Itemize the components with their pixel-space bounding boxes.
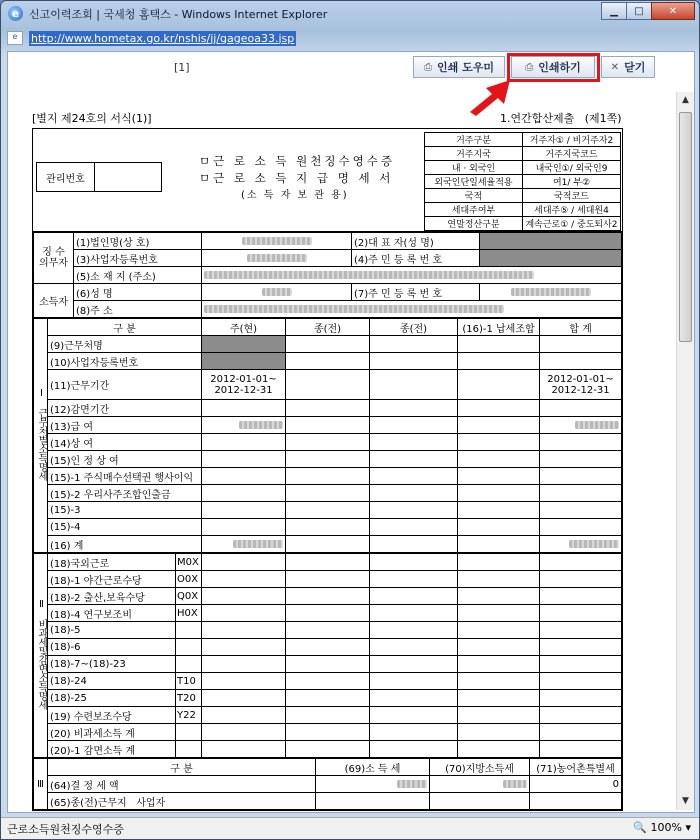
nontax-code <box>176 656 202 673</box>
info-cell: 연말정산구분 <box>425 217 523 231</box>
vertical-scrollbar[interactable] <box>676 92 694 810</box>
form-titles: ㅁ근 로 소 득 원천징수영수증 ㅁ근 로 소 득 지 급 명 세 서 (소 득 자 보 관 용) <box>199 154 395 201</box>
zoom-level[interactable]: 🔍 100% ▾ <box>633 821 691 834</box>
nontax-row-label: (18)-6 <box>48 639 176 656</box>
info-cell: 거주구분 <box>425 133 523 147</box>
nontax-code: O0X <box>176 571 202 588</box>
document-area <box>8 88 678 813</box>
residency-info <box>424 132 621 231</box>
nontax-code <box>176 724 202 741</box>
minimize-button[interactable]: ▁ <box>601 2 627 20</box>
nontax-code <box>176 639 202 656</box>
info-cell: 외국인단일세율적용 <box>425 175 523 189</box>
nontax-row-label: (18)-24 <box>48 673 176 690</box>
ie-icon: e <box>8 6 23 21</box>
nontax-code: Q0X <box>176 588 202 605</box>
info-cell: 내 · 외국인 <box>425 161 523 175</box>
info-cell: 거주지국 <box>425 147 523 161</box>
nontax-row-label: (18)-4 연구보조비 <box>48 605 176 622</box>
info-cell: 내국인①/ 외국인9 <box>523 161 621 175</box>
print-toolbar <box>8 52 695 88</box>
window-controls <box>601 2 695 20</box>
printer-icon: ⎙ <box>525 61 534 73</box>
page-number: [1] <box>174 61 190 74</box>
section-2-label: Ⅱ 비과세및감면소득명세 <box>36 599 47 709</box>
section-3-label: Ⅲ <box>34 759 48 810</box>
nontax-code: H0X <box>176 605 202 622</box>
status-bar <box>1 817 699 839</box>
nontax-code <box>176 741 202 758</box>
print-help-button[interactable]: ⎙ 인쇄 도우미 <box>413 56 505 78</box>
nontax-code <box>176 622 202 639</box>
scroll-thumb[interactable] <box>679 112 692 342</box>
nontax-code: Y22 <box>176 707 202 724</box>
info-cell: 여1/ 부② <box>523 175 621 189</box>
nontaxable-table <box>33 553 622 758</box>
maximize-button[interactable]: □ <box>626 2 652 20</box>
nontax-row-label: (20) 비과세소득 계 <box>48 724 176 741</box>
scroll-down-icon[interactable]: ▼ <box>682 796 689 806</box>
income-table: Ⅰ 근무처별소득명세 구 분 주(현) 종(전) 종(전) (16)-1 납세조합 합 계 (9)근무처명 (10)사업자등록번호 (11)근무기간 2012-01-01~ 2012-12-31 2012-01-01~ 2012-12-31 (12)감면기간 (13)급 여 (14)상 여 (15)인 정 상 여 (15)-1 주식매수선택권 행사이익 (15)-2 우리사주조합인출금 (15)-3 (15)-4 (16) 계 <box>33 318 622 553</box>
nontax-row-label: (18)-2 출산,보육수당 <box>48 588 176 605</box>
tax-table: Ⅲ 구 분 (69)소 득 세 (70)지방소득세 (71)농어촌특별세 (64)결 정 세 액 0 (65)종(전)근무지 사업자 <box>33 758 622 810</box>
info-cell: 거주자① / 비거주자2 <box>523 133 621 147</box>
earner-label: 소득자 <box>34 284 74 318</box>
form-header <box>33 129 622 232</box>
close-window-button[interactable]: ✕ <box>651 2 695 20</box>
copy-label: 1.연간합산제출 (제1쪽) <box>500 112 622 125</box>
nontax-row-label: (20)-1 감면소득 계 <box>48 741 176 758</box>
close-button[interactable]: ✕ 닫기 <box>601 56 655 78</box>
url-text[interactable]: http://www.hometax.go.kr/nshis/jj/gageoa33.jsp <box>31 31 295 45</box>
nontax-code: T10 <box>176 673 202 690</box>
info-cell: 세대주여부 <box>425 203 523 217</box>
info-cell: 거주지국코드 <box>523 147 621 161</box>
page-icon: e <box>7 31 23 45</box>
nontax-row-label: (18)-7~(18)-23 <box>48 656 176 673</box>
title-bar[interactable] <box>1 1 699 27</box>
withholding-form <box>32 128 623 811</box>
info-cell: 세대주⑤ / 세대원4 <box>523 203 621 217</box>
form-reference: [별지 제24호의 서식(1)] <box>32 112 152 125</box>
highlight-box <box>507 53 600 82</box>
section-1-label: Ⅰ 근무처별소득명세 <box>36 388 47 480</box>
address-bar[interactable] <box>7 29 695 47</box>
info-cell: 국적 <box>425 189 523 203</box>
nontax-row-label: (18)-1 야간근로수당 <box>48 571 176 588</box>
nontax-row-label: (18)국외근로 <box>48 554 176 571</box>
window-title: 신고이력조회 | 국세청 홈택스 - Windows Internet Explorer <box>29 8 328 21</box>
nontax-row-label: (18)-5 <box>48 622 176 639</box>
nontax-row-label: (19) 수련보조수당 <box>48 707 176 724</box>
info-cell: 계속근로① / 중도퇴사2 <box>523 217 621 231</box>
management-number: 관리번호 <box>36 162 162 192</box>
close-icon: ✕ <box>610 61 620 73</box>
info-cell: 국적코드 <box>523 189 621 203</box>
payer-label: 징 수 의무자 <box>34 233 74 284</box>
page-content <box>7 51 695 813</box>
nontax-code: T20 <box>176 690 202 707</box>
print-button[interactable]: ⎙ 인쇄하기 <box>511 56 595 78</box>
printer-icon: ⎙ <box>424 61 433 73</box>
scroll-up-icon[interactable]: ▲ <box>682 95 689 105</box>
party-table: 징 수 의무자 (1)법인명(상 호) (2)대 표 자(성 명) (3)사업자등록번호 (4)주 민 등 록 번 호 (5)소 재 지 (주소) 소득자 (6)성 명 (7)주 민 등 록 번 호 (8)주 소 <box>33 232 622 318</box>
nontax-row-label: (18)-25 <box>48 690 176 707</box>
nontax-code: M0X <box>176 554 202 571</box>
status-text: 근로소득원천징수영수증 <box>7 822 124 836</box>
